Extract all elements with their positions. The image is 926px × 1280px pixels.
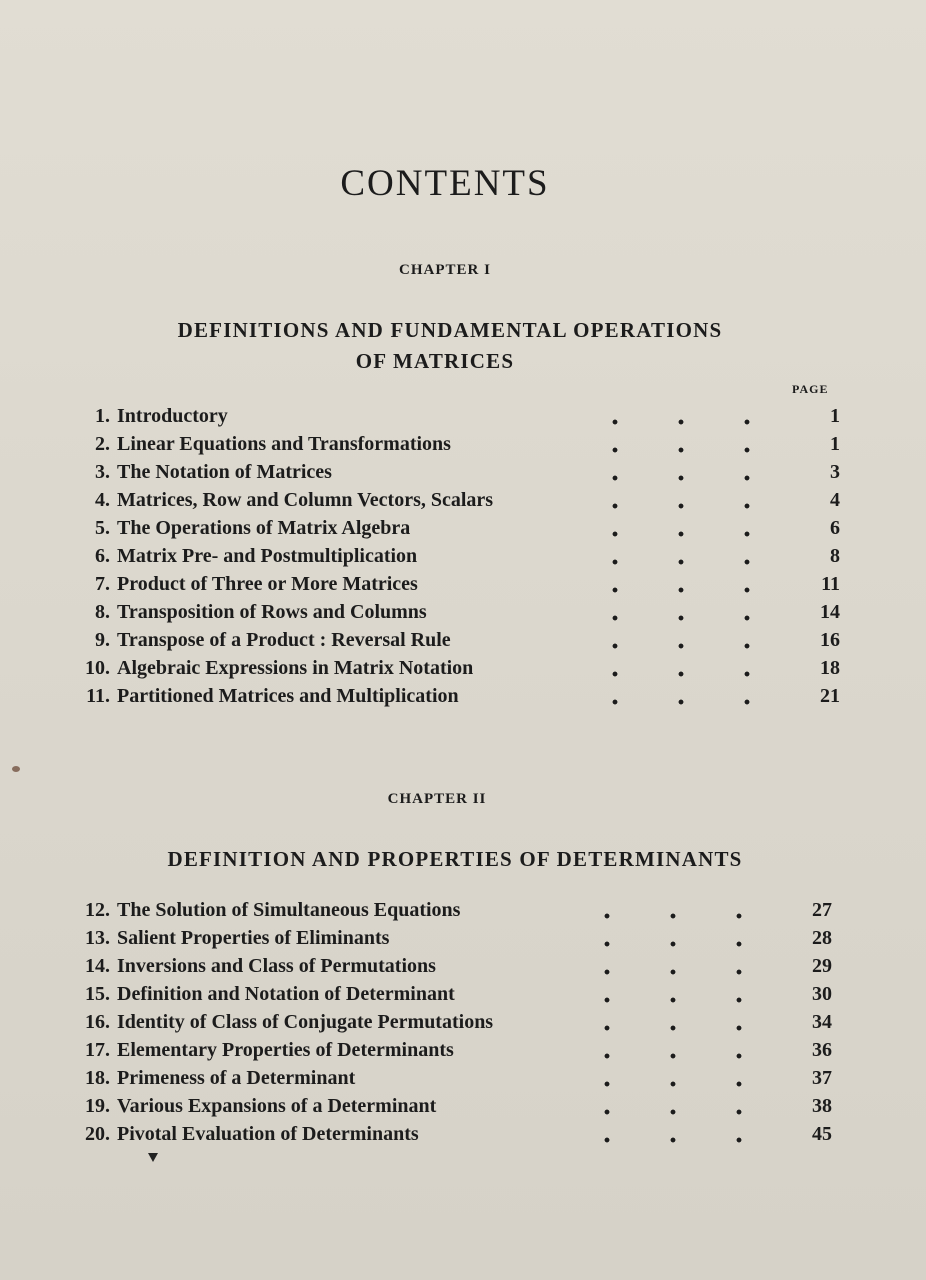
- toc-entry: [72, 573, 840, 601]
- toc-entry: [72, 1123, 832, 1151]
- toc-entry-page: 1: [830, 405, 840, 427]
- toc-entry-number: 2.: [95, 433, 110, 455]
- dot-leader: [586, 615, 786, 621]
- dot-leader: [578, 913, 778, 919]
- toc-entry-number: 8.: [95, 601, 110, 623]
- toc-entry-number: 9.: [95, 629, 110, 651]
- toc-entry-title: Definition and Notation of Determinant: [117, 983, 455, 1005]
- toc-entry-title: Elementary Properties of Determinants: [117, 1039, 454, 1061]
- toc-entry: [72, 927, 832, 955]
- toc-entry-title: Transposition of Rows and Columns: [117, 601, 427, 623]
- dot-leader: [578, 1053, 778, 1059]
- toc-entry-page: 36: [812, 1039, 832, 1061]
- dot-leader: [586, 531, 786, 537]
- chapter-2-label: CHAPTER II: [387, 791, 487, 807]
- dot-leader: [586, 671, 786, 677]
- toc-entry-title: Salient Properties of Eliminants: [117, 927, 390, 949]
- toc-entry-title: The Operations of Matrix Algebra: [117, 517, 411, 539]
- toc-entry: [72, 461, 840, 489]
- dot-leader: [586, 503, 786, 509]
- dot-leader: [586, 587, 786, 593]
- toc-entry-page: 11: [821, 573, 840, 595]
- toc-entry-number: 3.: [95, 461, 110, 483]
- toc-entry-number: 19.: [85, 1095, 110, 1117]
- toc-entry-title: Various Expansions of a Determinant: [117, 1095, 437, 1117]
- toc-entry-title: Product of Three or More Matrices: [117, 573, 418, 595]
- toc-entry: [72, 433, 840, 461]
- toc-entry-title: The Notation of Matrices: [117, 461, 332, 483]
- toc-entry-number: 4.: [95, 489, 110, 511]
- page-column-label: PAGE: [792, 382, 829, 396]
- toc-entry-page: 16: [820, 629, 840, 651]
- toc-entry-number: 16.: [85, 1011, 110, 1033]
- dot-leader: [586, 559, 786, 565]
- dot-leader: [586, 447, 786, 453]
- toc-entry-number: 6.: [95, 545, 110, 567]
- toc-entry-title: Partitioned Matrices and Multiplication: [117, 685, 459, 707]
- toc-entry-title: Identity of Class of Conjugate Permutations: [117, 1011, 494, 1033]
- dot-leader: [578, 1109, 778, 1115]
- toc-entry-title: Linear Equations and Transformations: [117, 433, 451, 455]
- toc-entry-title: Transpose of a Product : Reversal Rule: [117, 629, 451, 651]
- ink-blot: [12, 766, 20, 772]
- toc-entry-number: 11.: [86, 685, 110, 707]
- toc-entry: [72, 1011, 832, 1039]
- chapter-1-title-line-2: OF MATRICES: [355, 349, 515, 373]
- toc-entry-page: 3: [830, 461, 840, 483]
- chapter-1-title-line-1: DEFINITIONS AND FUNDAMENTAL OPERATIONS: [177, 318, 723, 342]
- toc-entry-page: 27: [812, 899, 832, 921]
- toc-entry-number: 5.: [95, 517, 110, 539]
- page-title: CONTENTS: [340, 163, 550, 204]
- dot-leader: [578, 997, 778, 1003]
- toc-entry-page: 34: [812, 1011, 832, 1033]
- chapter-2-entries: [72, 899, 832, 1151]
- toc-entry-number: 13.: [85, 927, 110, 949]
- toc-entry: [72, 601, 840, 629]
- toc-entry-page: 18: [820, 657, 840, 679]
- toc-entry-page: 14: [820, 601, 840, 623]
- toc-entry-title: Matrix Pre- and Postmultiplication: [117, 545, 418, 567]
- toc-entry-page: 1: [830, 433, 840, 455]
- toc-entry-title: Primeness of a Determinant: [117, 1067, 356, 1089]
- toc-entry-page: 38: [812, 1095, 832, 1117]
- toc-entry-number: 10.: [85, 657, 110, 679]
- dot-leader: [578, 1081, 778, 1087]
- chapter-1-entries: [72, 405, 840, 713]
- dot-leader: [578, 1137, 778, 1143]
- toc-entry-page: 4: [830, 489, 840, 511]
- dot-leader: [586, 475, 786, 481]
- toc-entry: [72, 489, 840, 517]
- toc-entry-number: 15.: [85, 983, 110, 1005]
- toc-entry-page: 30: [812, 983, 832, 1005]
- toc-entry: [72, 899, 832, 927]
- toc-entry-title: Matrices, Row and Column Vectors, Scalars: [117, 489, 494, 511]
- toc-entry-title: Pivotal Evaluation of Determinants: [117, 1123, 419, 1145]
- toc-entry: [72, 405, 840, 433]
- toc-entry: [72, 1067, 832, 1095]
- chapter-1-title: [80, 315, 820, 377]
- toc-entry-title: Inversions and Class of Permutations: [117, 955, 436, 977]
- dot-leader: [578, 1025, 778, 1031]
- dot-leader: [586, 419, 786, 425]
- toc-entry-number: 12.: [85, 899, 110, 921]
- toc-entry: [72, 983, 832, 1011]
- toc-entry-page: 37: [812, 1067, 832, 1089]
- toc-entry: [72, 517, 840, 545]
- toc-entry-title: Introductory: [117, 405, 228, 427]
- toc-entry-page: 28: [812, 927, 832, 949]
- down-triangle-icon: [148, 1153, 158, 1162]
- toc-entry: [72, 629, 840, 657]
- toc-entry-number: 17.: [85, 1039, 110, 1061]
- toc-entry-number: 18.: [85, 1067, 110, 1089]
- toc-entry: [72, 657, 840, 685]
- toc-entry: [72, 1039, 832, 1067]
- toc-entry: [72, 955, 832, 983]
- toc-entry: [72, 1095, 832, 1123]
- toc-entry: [72, 545, 840, 573]
- dot-leader: [586, 699, 786, 705]
- chapter-1-label: CHAPTER I: [399, 262, 491, 278]
- toc-entry-page: 45: [812, 1123, 832, 1145]
- toc-entry-page: 21: [820, 685, 840, 707]
- dot-leader: [578, 969, 778, 975]
- toc-entry-title: Algebraic Expressions in Matrix Notation: [117, 657, 474, 679]
- toc-entry-number: 20.: [85, 1123, 110, 1145]
- dot-leader: [578, 941, 778, 947]
- dot-leader: [586, 643, 786, 649]
- chapter-2-title: [70, 844, 840, 875]
- toc-entry-page: 29: [812, 955, 832, 977]
- toc-entry-number: 1.: [95, 405, 110, 427]
- toc-entry-page: 8: [830, 545, 840, 567]
- toc-entry: [72, 685, 840, 713]
- toc-entry-title: The Solution of Simultaneous Equations: [117, 899, 461, 921]
- toc-entry-number: 7.: [95, 573, 110, 595]
- toc-entry-number: 14.: [85, 955, 110, 977]
- toc-entry-page: 6: [830, 517, 840, 539]
- chapter-2-title-line-1: DEFINITION AND PROPERTIES OF DETERMINANTS: [167, 847, 743, 871]
